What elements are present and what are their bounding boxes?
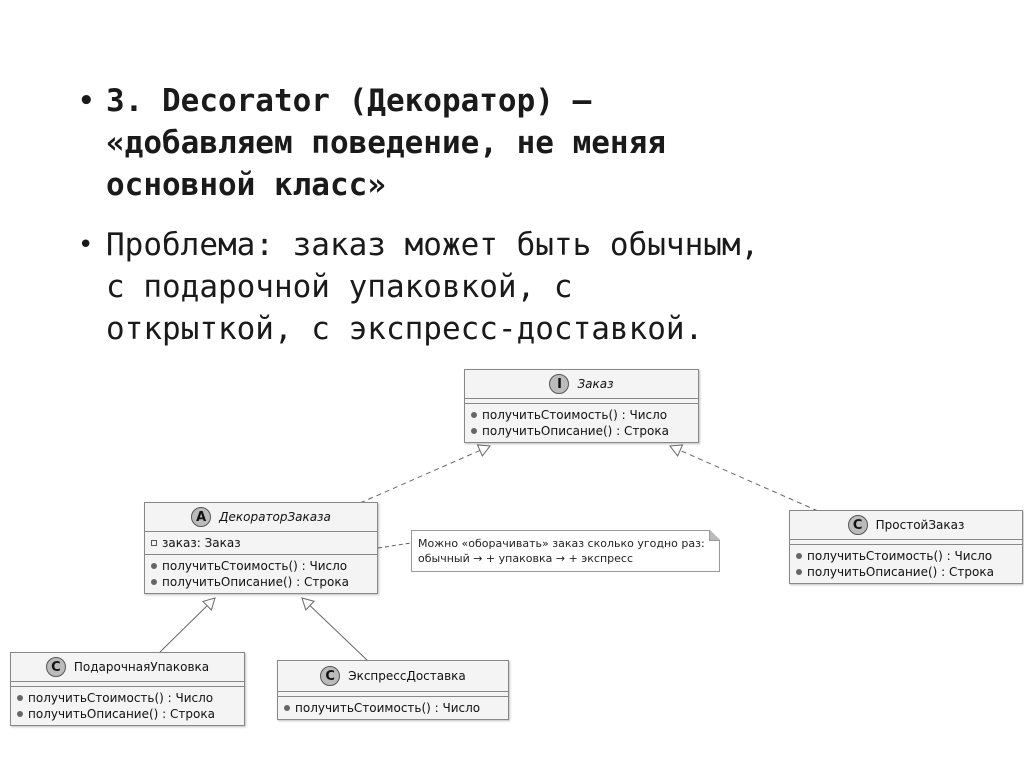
- public-method-icon: [471, 428, 477, 434]
- class-stereotype-icon: C: [848, 515, 868, 535]
- method: получитьОписание() : Строка: [28, 707, 215, 721]
- method: получитьОписание() : Строка: [807, 565, 994, 579]
- inheritance-gift-to-decorator: [160, 598, 215, 652]
- abstract-class-decorator: [144, 502, 378, 594]
- note-link: [378, 543, 411, 548]
- private-field-icon: [151, 540, 157, 546]
- bullet-2-line-2: с подарочной упаковкой, с: [106, 269, 573, 305]
- abstract-stereotype-icon: A: [191, 507, 211, 527]
- bullet-marker: •: [78, 230, 94, 260]
- method: получитьСтоимость() : Число: [28, 691, 214, 705]
- method: получитьОписание() : Строка: [482, 424, 669, 438]
- method: получитьОписание() : Строка: [162, 575, 349, 589]
- public-method-icon: [796, 553, 802, 559]
- class-name: Заказ: [577, 377, 614, 391]
- bullet-marker: •: [78, 86, 95, 116]
- public-method-icon: [151, 579, 157, 585]
- public-method-icon: [151, 563, 157, 569]
- note-line-2: обычный → + упаковка → + экспресс: [418, 552, 634, 565]
- note-fold-corner: [709, 530, 720, 541]
- class-gift-wrap: [10, 652, 245, 726]
- method: получитьСтоимость() : Число: [807, 549, 993, 563]
- class-name: ПодарочнаяУпаковка: [73, 660, 210, 674]
- realization-simple-to-order: [670, 446, 818, 511]
- realization-decorator-to-order: [360, 446, 490, 503]
- bullet-2-line-3: открыткой, с экспресс-доставкой.: [106, 311, 704, 347]
- class-name: ДекораторЗаказа: [219, 510, 331, 524]
- class-name: ПростойЗаказ: [875, 518, 965, 532]
- interface-stereotype-icon: I: [549, 374, 569, 394]
- bullet-1-line-3: основной класс»: [106, 167, 386, 203]
- class-stereotype-icon: C: [46, 657, 66, 677]
- inheritance-express-to-decorator: [302, 598, 368, 661]
- class-simple-order: [789, 510, 1023, 584]
- bullet-2-line-1: Проблема: заказ может быть обычным,: [106, 227, 760, 263]
- method: получитьСтоимость() : Число: [482, 408, 668, 422]
- class-stereotype-icon: C: [320, 666, 340, 686]
- class-name: ЭкспрессДоставка: [348, 669, 466, 683]
- class-express-delivery: [277, 660, 509, 720]
- interface-order: [464, 369, 699, 443]
- public-method-icon: [796, 569, 802, 575]
- method: получитьСтоимость() : Число: [162, 559, 348, 573]
- public-method-icon: [471, 412, 477, 418]
- method: получитьСтоимость() : Число: [295, 701, 481, 715]
- bullet-1-line-1: 3. Decorator (Декоратор) —: [106, 83, 592, 119]
- bullet-1-line-2: «добавляем поведение, не меняя: [106, 125, 666, 161]
- field: заказ: Заказ: [162, 536, 241, 550]
- public-method-icon: [284, 705, 290, 711]
- note-line-1: Можно «оборачивать» заказ сколько угодно раз:: [418, 537, 705, 550]
- public-method-icon: [17, 695, 23, 701]
- public-method-icon: [17, 711, 23, 717]
- uml-note: [411, 530, 720, 572]
